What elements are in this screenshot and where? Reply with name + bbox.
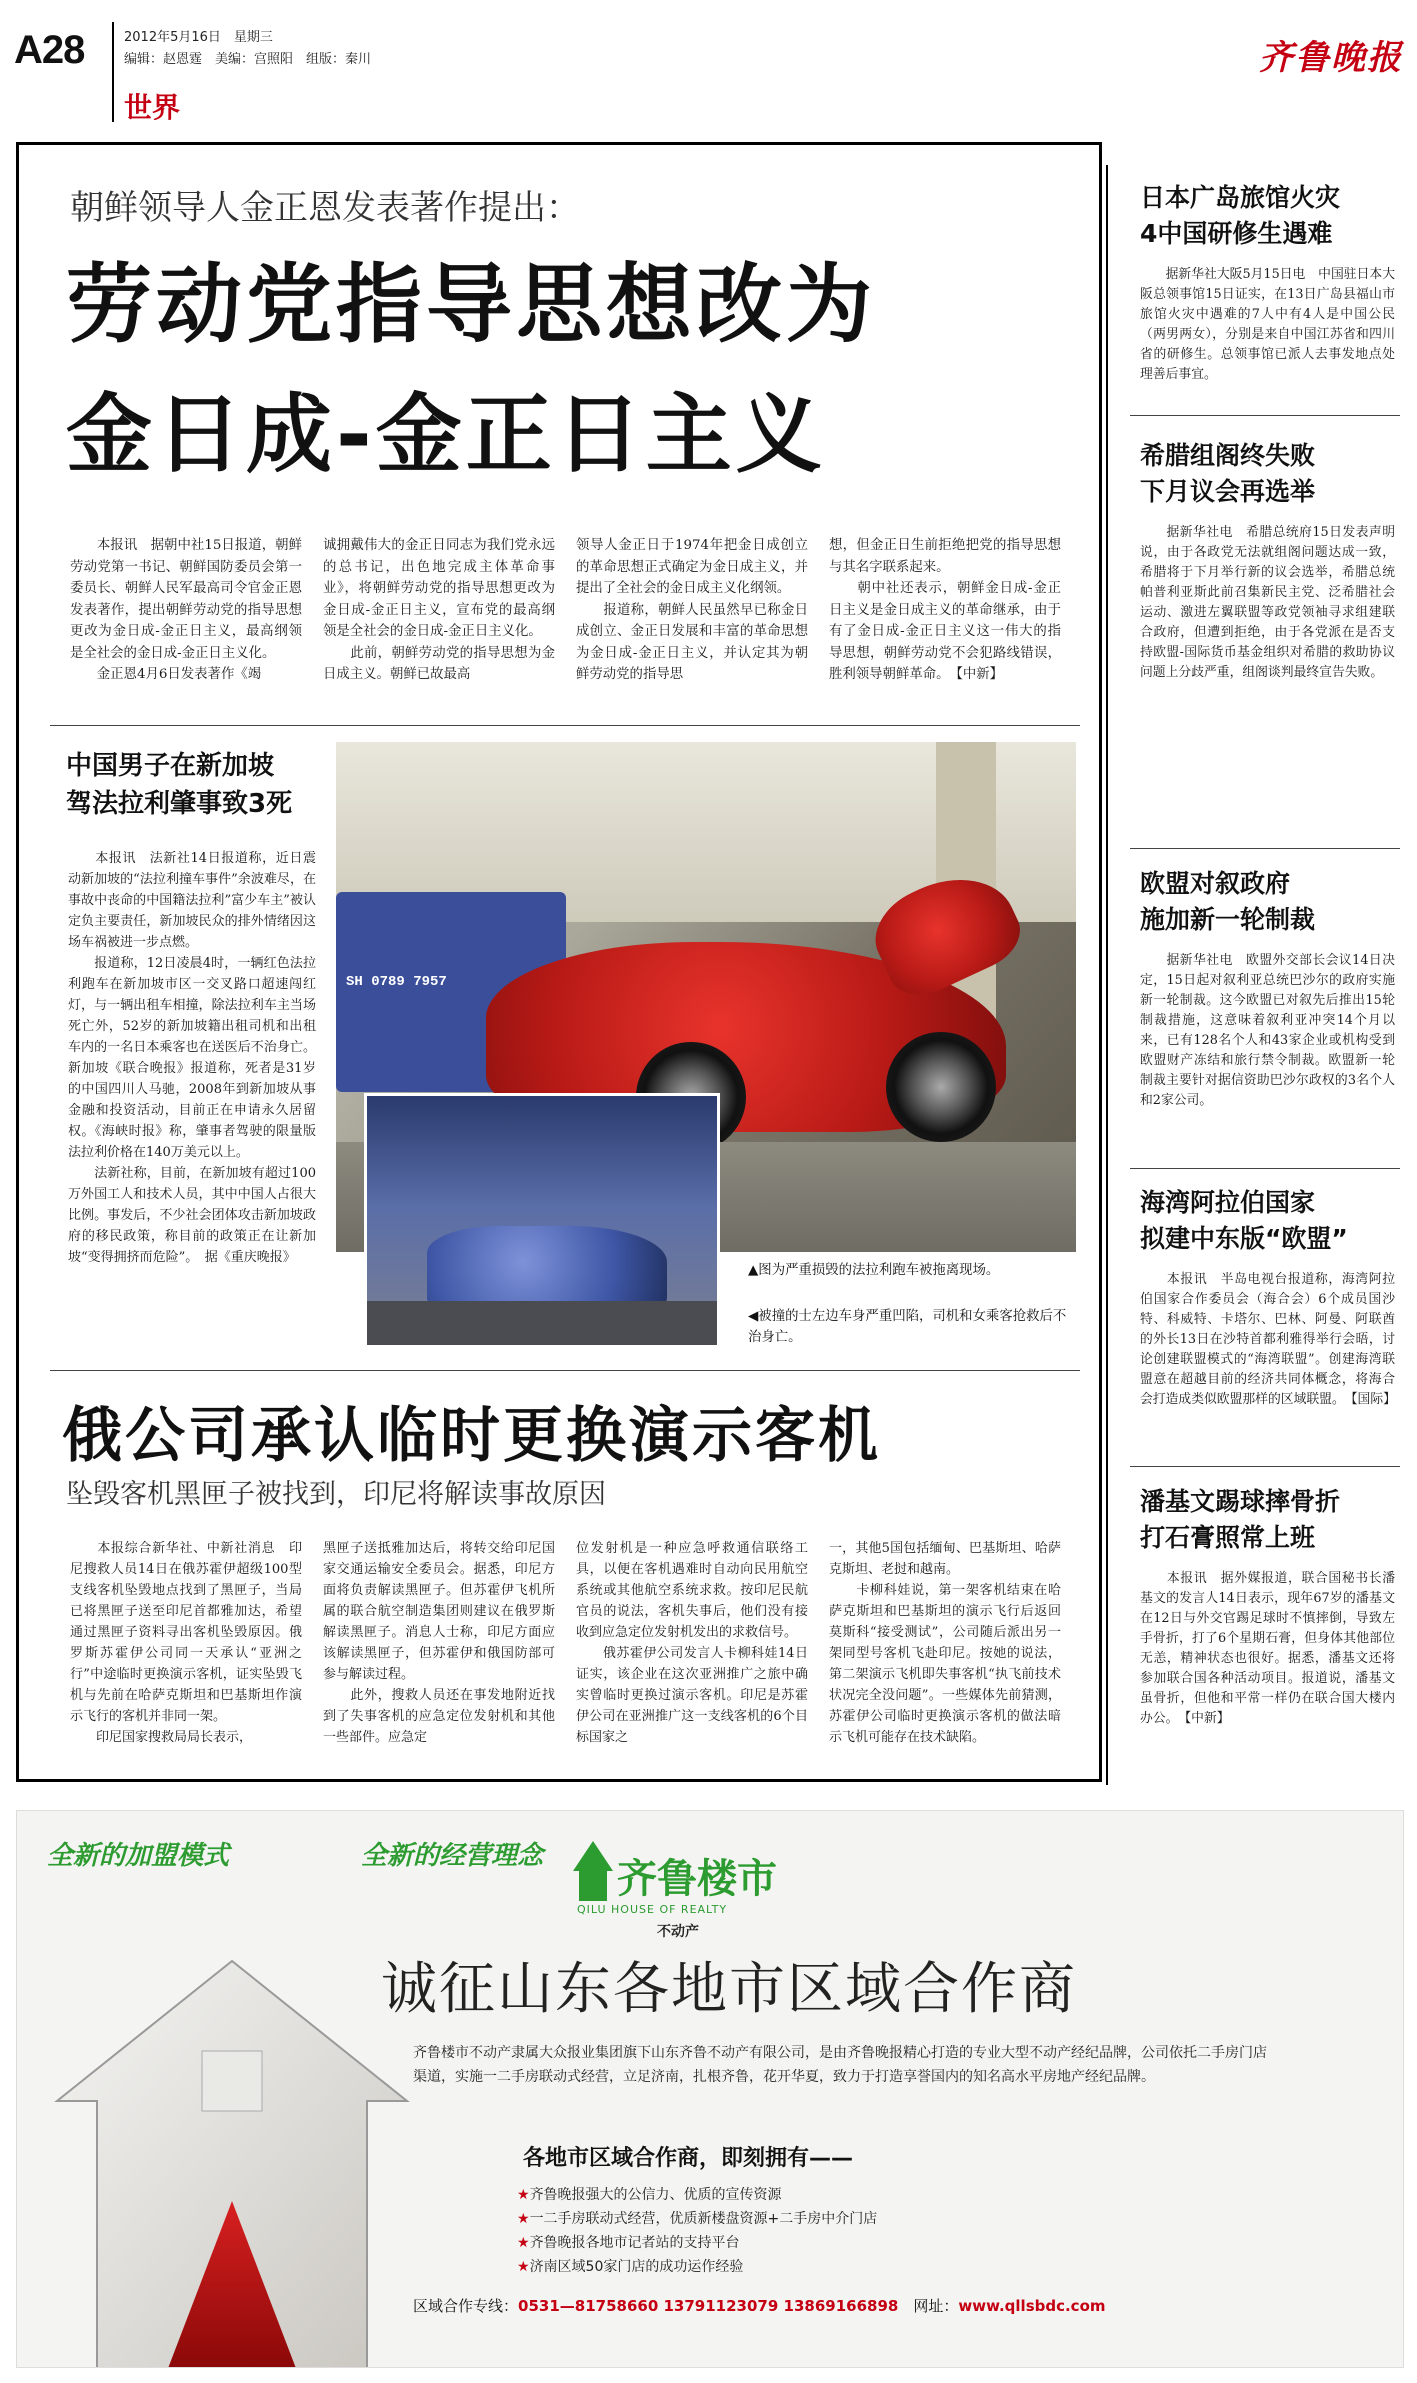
ad-slogan-1: 全新的加盟模式 (47, 1841, 230, 1871)
side-4-text: 本报讯 半岛电视台报道称，海湾阿拉伯国家合作委员会（海合会）6个成员国沙特、科威特、卡塔尔、巴林、阿曼、阿联酋的外长13日在沙特首都利雅得举行会晤，讨论创建联盟模式的“海湾联盟”。创建海湾联盟意在超越目前的经济共同体概念，将海合会打造成类似欧盟那样的区域联盟。 【国际】 (1140, 1272, 1396, 1407)
editors-line: 编辑：赵恩霆 美编：宫照阳 组版：秦川 (124, 52, 372, 67)
ad-slogan-2: 全新的经营理念 (361, 1841, 544, 1871)
ad-list-title: 各地市区域合作商，即刻拥有—— (523, 2146, 854, 2171)
singapore-text: 本报讯 法新社14日报道称，近日震动新加坡的“法拉利撞车事件”余波难尽，在事故中丧命的中国籍法拉利”富少车主”被认定负主要责任，新加坡民众的排外情绪因这场车祸被进一步点燃。 报道称，12日凌晨4时，一辆红色法拉利跑车在新加坡市区一交叉路口超速闯红灯，与一辆出租车相撞，除法拉利车主当场死亡外，52岁的新加坡籍出租司机和出租车内的一名日本乘客也在送医后不治身亡。新加坡《联合晚报》报道称，死者是31岁的中国四川人马驰，2008年到新加坡从事金融和投资活动，目前正在申请永久居留权。《海峡时报》称，肇事者驾驶的限量版法拉利价格在140万美元以上。 法新社称，目前，在新加坡有超过100万外国工人和技术人员，其中中国人占很大比例。事发后，不少社会团体攻击新加坡政府的移民政策，称目前的政策正在让新加坡“变得拥挤而危险”。 据《重庆晚报》 (68, 851, 316, 1265)
ad-benefit-item: ★济南区域50家门店的成功运作经验 (517, 2259, 744, 2275)
lead-col-4: 想，但金正日生前拒绝把党的指导思想与其名字联系起来。 朝中社还表示，朝鲜金日成-金正日主义是金日成主义的革命继承，由于有了金日成-金正日主义这一伟大的指导思想，朝鲜劳动党不会犯路线错误，胜利领导朝鲜革命。 【中新】 (829, 538, 1061, 682)
hotline-label: 区域合作专线： (413, 2297, 519, 2315)
divider (50, 1370, 1080, 1371)
masthead-logo: 齐鲁晚报 (1259, 38, 1403, 78)
photo-caption-1: ▲图为严重损毁的法拉利跑车被拖离现场。 (748, 1263, 1000, 1278)
ad-benefit-item: ★一二手房联动式经营，优质新楼盘资源+二手房中介门店 (517, 2211, 878, 2227)
lead-col-1: 本报讯 据朝中社15日报道，朝鲜劳动党第一书记、朝鲜国防委员会第一委员长、朝鲜人民军最高司令官金正恩发表著作，提出朝鲜劳动党的指导思想更改为金日成-金正日主义，最高纲领是全社会的金日成-金正日主义化。 金正恩4月6日发表著作《竭 (70, 538, 302, 682)
side-1-title-line1: 日本广岛旅馆火灾 (1140, 183, 1341, 212)
lead-headline-line1: 劳动党指导思想改为 (66, 255, 876, 355)
side-3-text: 据新华社电 欧盟外交部长会议14日决定，15日起对叙利亚总统巴沙尔的政府实施新一轮制裁。这今欧盟已对叙先后推出15轮制裁措施，这意味着叙利亚冲突14个月以来，已有128名个人和43家企业或机构受到欧盟财产冻结和旅行禁令制裁。欧盟新一轮制裁主要针对据信资助巴沙尔政权的3名个人和2家公司。 (1140, 953, 1395, 1108)
side-4-title-line2: 拟建中东版“欧盟” (1140, 1224, 1348, 1253)
brand-logo-icon (573, 1841, 613, 1901)
ad-brand-sub: 不动产 (657, 1924, 699, 1940)
house-arrow-graphic (17, 1851, 447, 2368)
photo-caption-2: ◀被撞的士左边车身严重凹陷，司机和女乘客抢救后不治身亡。 (748, 1309, 1067, 1345)
divider (50, 725, 1080, 726)
singapore-title-line1: 中国男子在新加坡 (66, 751, 275, 781)
side-2-text: 据新华社电 希腊总统府15日发表声明说，由于各政党无法就组阁问题达成一致，希腊将于下月举行新的议会选举，希腊总统帕普利亚斯此前召集新民主党、泛希腊社会运动、激进左翼联盟等政党领袖寻求组建联合政府，但遭到拒绝，由于各党派在是否支持欧盟-国际货币基金组织对希腊的救助协议问题上分歧严重，组阁谈判最终宣告失败。 (1140, 525, 1395, 680)
ad-brand-en: QILU HOUSE OF REALTY (577, 1903, 728, 1916)
header-divider (112, 22, 114, 122)
lead-col-3: 领导人金正日于1974年把金日成创立的革命思想正式确定为金日成主义，并提出了全社会的金日成主义化纲领。 报道称，朝鲜人民虽然早已称金日成创立、金正日发展和丰富的革命思想为金日成-金正日主义，并认定其为朝鲜劳动党的指导思 (576, 538, 808, 682)
website-url[interactable]: www.qllsbdc.com (958, 2297, 1106, 2315)
side-4-title-line1: 海湾阿拉伯国家 (1140, 1188, 1316, 1217)
side-2-title-line2: 下月议会再选举 (1140, 477, 1316, 506)
lead-col-2: 诚拥戴伟大的金正日同志为我们党永远的总书记，出色地完成主体革命事业》，将朝鲜劳动党的指导思想更改为金日成-金正日主义，宣布党的最高纲领是全社会的金日成-金正日主义化。 此前，朝鲜劳动党的指导思想为金日成主义。朝鲜已故最高 (323, 538, 555, 682)
side-2-title-line1: 希腊组阁终失败 (1140, 441, 1316, 470)
side-3-title-line2: 施加新一轮制裁 (1140, 905, 1316, 934)
ad-benefit-item: ★齐鲁晚报各地市记者站的支持平台 (517, 2235, 740, 2251)
taxi-inset-photo (364, 1093, 720, 1347)
wheel (886, 1032, 996, 1142)
russia-subheadline: 坠毁客机黑匣子被找到，印尼将解读事故原因 (66, 1479, 606, 1510)
divider (1130, 415, 1400, 416)
ad-contact-line (413, 2295, 1106, 2316)
side-5-text: 本报讯 据外媒报道，联合国秘书长潘基文的发言人14日表示，现年67岁的潘基文在12日与外交官踢足球时不慎摔倒，导致左手骨折，打了6个星期石膏，但身体其他部位无恙，精神状态也很好。据悉，潘基文还将参加联合国各种活动项目。报道说，潘基文虽骨折，但他和平常一样仍在联合国大楼内办公。 【中新】 (1140, 1571, 1395, 1726)
russia-col-4: 一，其他5国包括缅甸、巴基斯坦、哈萨克斯坦、老挝和越南。 卡柳科娃说，第一架客机结束在哈萨克斯坦和巴基斯坦的演示飞行后返回莫斯科“接受测试”，公司随后派出另一架同型号客机飞赴印尼。按她的说法，第二架演示飞机即失事客机“执飞前技术状况完全没问题”。一些媒体先前猜测，苏霍伊公司临时更换演示客机的做法暗示飞机可能存在技术缺陷。 (829, 1541, 1061, 1745)
side-1-title-line2: 4中国研修生遇难 (1140, 219, 1333, 248)
ad-brand: 齐鲁楼市 (617, 1856, 777, 1902)
divider (1130, 1168, 1400, 1169)
date-line: 2012年5月16日 星期三 (124, 30, 273, 45)
page-number: A28 (14, 28, 85, 72)
section-title: 世界 (124, 91, 181, 124)
russia-col-2: 黑匣子送抵雅加达后，将转交给印尼国家交通运输安全委员会。据悉，印尼方面将负责解读黑匣子。但苏霍伊飞机所属的联合航空制造集团则建议在俄罗斯解读黑匣子。消息人士称，印尼方面应该解读黑匣子，但苏霍伊和俄国防部可参与解读过程。 此外，搜救人员还在事发地附近找到了失事客机的应急定位发射机和其他一些部件。应急定 (323, 1541, 555, 1745)
side-5-title-line1: 潘基文踢球摔骨折 (1140, 1487, 1341, 1516)
side-5-title-line2: 打石膏照常上班 (1140, 1523, 1316, 1552)
singapore-title-line2: 驾法拉利肇事致3死 (66, 789, 293, 819)
side-1-text: 据新华社大阪5月15日电 中国驻日本大阪总领事馆15日证实，在13日广岛县福山市旅馆火灾中遇难的7人中有4人是中国公民（两男两女），分别是来自中国江苏省和四川省的研修生。总领事馆已派人去事发地点处理善后事宜。 (1140, 267, 1395, 382)
sidebar-divider (1106, 165, 1108, 1785)
lead-headline-line2: 金日成-金正日主义 (66, 385, 826, 485)
tow-truck-plate: SH 0789 7957 (346, 974, 447, 990)
russia-headline: 俄公司承认临时更换演示客机 (62, 1401, 881, 1471)
lead-kicker: 朝鲜领导人金正恩发表著作提出： (70, 188, 580, 228)
hotline-numbers: 0531—81758660 13791123079 13869166898 (518, 2297, 899, 2315)
ad-title: 诚征山东各地市区域合作商 (381, 1957, 1077, 2022)
russia-col-3: 位发射机是一种应急呼救通信联络工具，以便在客机遇难时自动向民用航空系统或其他航空系统求救。按印尼民航官员的说法，客机失事后，他们没有接收到应急定位发射机发出的求救信号。 俄苏霍伊公司发言人卡柳科娃14日证实，该企业在这次亚洲推广之旅中确实曾临时更换过演示客机。印尼是苏霍伊公司在亚洲推广这一支线客机的6个目标国家之 (576, 1541, 808, 1745)
divider (1130, 848, 1400, 849)
real-estate-ad (16, 1810, 1404, 2368)
russia-col-1: 本报综合新华社、中新社消息 印尼搜救人员14日在俄苏霍伊超级100型支线客机坠毁地点找到了黑匣子，当局已将黑匣子送至印尼首都雅加达，希望通过黑匣子资料寻出客机坠毁原因。俄罗斯苏霍伊公司同一天承认“亚洲之行”中途临时更换演示客机，证实坠毁飞机与先前在哈萨克斯坦和巴基斯坦作演示飞行的客机并非同一架。 印尼国家搜救局局长表示， (70, 1541, 302, 1745)
ad-description: 齐鲁楼市不动产隶属大众报业集团旗下山东齐鲁不动产有限公司，是由齐鲁晚报精心打造的专业大型不动产经纪品牌，公司依托二手房门店渠道，实施一二手房联动式经营，立足济南，扎根齐鲁，花开华夏，致力于打造享誉国内的知名高水平房地产经纪品牌。 (413, 2045, 1267, 2085)
ad-benefit-list (517, 2183, 1037, 2279)
side-3-title-line1: 欧盟对叙政府 (1140, 869, 1291, 898)
divider (1130, 1466, 1400, 1467)
ad-benefit-item: ★齐鲁晚报强大的公信力、优质的宣传资源 (517, 2187, 782, 2203)
website-label: 网址： (913, 2297, 959, 2315)
